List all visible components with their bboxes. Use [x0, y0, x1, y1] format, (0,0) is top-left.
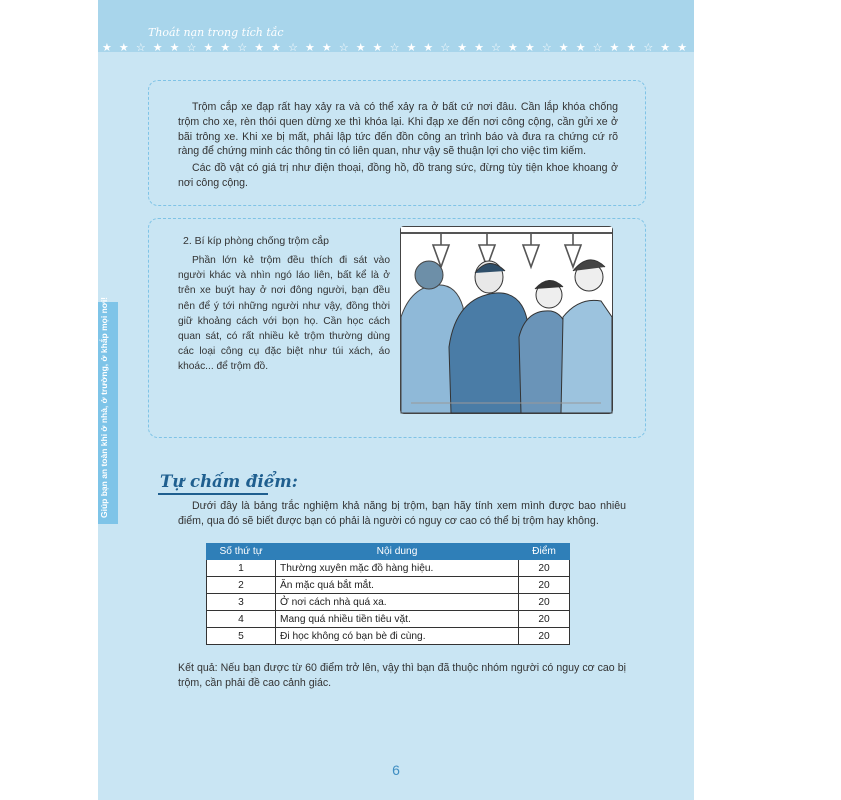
- row-content: Thường xuyên mặc đồ hàng hiệu.: [276, 560, 519, 577]
- row-score: 20: [519, 628, 570, 645]
- section-title-tips: 2. Bí kíp phòng chống trộm cắp: [183, 235, 329, 247]
- col-header-content: Nội dung: [276, 544, 519, 560]
- page-number: 6: [392, 762, 400, 778]
- row-content: Ăn mặc quá bắt mắt.: [276, 577, 519, 594]
- book-page: [98, 0, 841, 800]
- table-header-row: [207, 544, 570, 560]
- row-score: 20: [519, 577, 570, 594]
- quiz-table: [206, 543, 570, 645]
- row-number: 3: [207, 594, 276, 611]
- chapter-title: Thoát nạn trong tích tắc: [148, 26, 284, 39]
- self-score-heading: Tự chấm điểm:: [160, 472, 298, 491]
- table-row: [207, 577, 570, 594]
- bus-crowd-illustration: [400, 226, 613, 414]
- book-title-vertical: Giúp bạn an toàn khi ở nhà, ở trường, ở khắp mọi nơi!: [99, 296, 109, 518]
- paragraph-tips: Phần lớn kẻ trộm đều thích đi sát vào người khác và nhìn ngó láo liên, bất kể là ở trên xe buýt hay ở nơi đông người, bạn đều nên để ý tới những người như vậy, đồng thời giữ khoảng cách với bọn họ. Cần học cách quan sát, có rất nhiều kẻ trộm thường dùng các loại công cụ đặc biệt như túi xách, áo khoác... để trộm đồ.: [178, 255, 390, 373]
- row-number: 4: [207, 611, 276, 628]
- row-content: Mang quá nhiều tiền tiêu vặt.: [276, 611, 519, 628]
- paragraph-valuables: Các đồ vật có giá trị như điện thoại, đồng hồ, đồ trang sức, đừng tùy tiện khoe khoang ở nơi công cộng.: [178, 162, 618, 189]
- row-number: 1: [207, 560, 276, 577]
- row-score: 20: [519, 594, 570, 611]
- table-row: [207, 611, 570, 628]
- self-score-intro: Dưới đây là bảng trắc nghiệm khả năng bị trộm, bạn hãy tính xem mình được bao nhiêu điểm, qua đó sẽ biết được bạn có phải là người có nguy cơ cao có thể bị trộm hay không.: [178, 500, 626, 527]
- row-number: 2: [207, 577, 276, 594]
- row-score: 20: [519, 560, 570, 577]
- table-row: [207, 560, 570, 577]
- row-content: Đi học không có bạn bè đi cùng.: [276, 628, 519, 645]
- heading-underline: [158, 493, 268, 495]
- table-row: [207, 594, 570, 611]
- result-text: Kết quả: Nếu bạn được từ 60 điểm trở lên, vậy thì bạn đã thuộc nhóm người có nguy cơ cao bị trộm, cần phải đề cao cảnh giác.: [178, 662, 626, 689]
- col-header-score: Điểm: [519, 544, 570, 560]
- star-border: ★ ★ ☆ ★ ★ ☆ ★ ★ ☆ ★ ★ ☆ ★ ★ ☆ ★ ★ ☆ ★ ★ ☆ ★ ★ ☆ ★ ★ ☆ ★ ★ ☆ ★ ★ ☆ ★ ★ ☆ ★ ★ ☆ ★ ★ ☆ ★ ★: [102, 42, 841, 54]
- paragraph-bike-theft: Trộm cắp xe đạp rất hay xảy ra và có thể xảy ra ở bất cứ nơi đâu. Cần lắp khóa chống trộm cho xe, rèn thói quen dừng xe thì khóa lại. Khi đạp xe đến nơi công cộng, cần gửi xe ở bãi trông xe. Khi xe bị mất, phải lập tức đến đồn công an trình báo và đưa ra chứng cứ rõ ràng để chứng minh các thông tin có liên quan, như vậy sẽ thuận lợi cho việc tìm kiếm.: [178, 101, 618, 158]
- col-header-number: Số thứ tự: [207, 544, 276, 560]
- table-row: [207, 628, 570, 645]
- row-content: Ở nơi cách nhà quá xa.: [276, 594, 519, 611]
- row-number: 5: [207, 628, 276, 645]
- row-score: 20: [519, 611, 570, 628]
- bus-illustration-drawing: [401, 227, 612, 413]
